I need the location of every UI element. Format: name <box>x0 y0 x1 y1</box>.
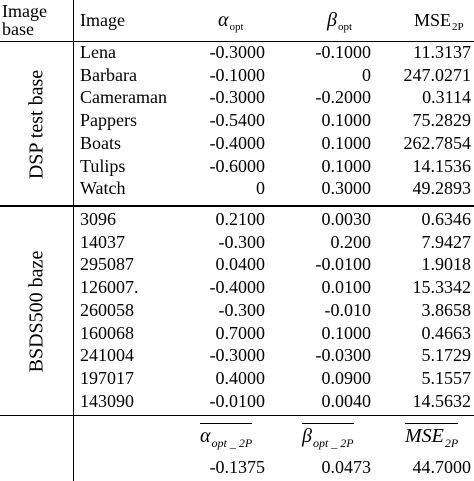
cell-beta: -0.0100 <box>315 254 371 274</box>
cell-image: 14037 <box>80 232 125 252</box>
header-alpha-opt: $\alpha_{opt}$ <box>218 9 244 33</box>
cell-image: Boats <box>80 133 122 153</box>
cell-image: Pappers <box>80 110 137 130</box>
cell-mse: 15.3342 <box>412 277 471 297</box>
cell-mse: 5.1557 <box>421 368 471 388</box>
cell-alpha: -0.1000 <box>209 65 265 85</box>
cell-image: 3096 <box>80 209 116 229</box>
cell-beta: 0.0030 <box>321 209 371 229</box>
summary-alpha-header: $\alpha_{opt \_ 2P}$ <box>200 425 253 450</box>
cell-mse: 11.3137 <box>413 42 471 62</box>
cell-mse: 14.5632 <box>412 391 471 411</box>
cell-alpha: 0.2100 <box>215 209 265 229</box>
cell-mse: 7.9427 <box>421 232 471 252</box>
cell-alpha: -0.5400 <box>209 110 265 130</box>
cell-image: 295087 <box>80 254 134 274</box>
cell-beta: -0.0300 <box>315 345 371 365</box>
cell-alpha: -0.3000 <box>209 345 265 365</box>
cell-alpha: 0.4000 <box>215 368 265 388</box>
cell-mse: 0.6346 <box>421 209 471 229</box>
header-mse-2p: $MSE_{2P}$ <box>414 10 464 33</box>
cell-mse: 0.4663 <box>421 323 471 343</box>
cell-image: 241004 <box>80 345 134 365</box>
cell-beta: 0.1000 <box>321 110 371 130</box>
group-divider-rule <box>0 205 474 207</box>
cell-image: Watch <box>80 178 126 198</box>
cell-beta: 0.0040 <box>321 391 371 411</box>
cell-beta: -0.2000 <box>315 87 371 107</box>
cell-alpha: -0.6000 <box>209 156 265 176</box>
cell-alpha: -0.0100 <box>209 391 265 411</box>
summary-beta-value: 0.0473 <box>321 457 371 477</box>
cell-beta: 0.200 <box>330 232 371 252</box>
cell-mse: 14.1536 <box>412 156 471 176</box>
summary-beta-header: $\beta_{opt \_ 2P}$ <box>302 425 354 450</box>
cell-image: Tulips <box>80 156 126 176</box>
cell-beta: 0.1000 <box>321 156 371 176</box>
cell-image: 160068 <box>80 323 134 343</box>
base-column-rule <box>73 0 74 481</box>
header-base-line-2: base <box>2 19 34 39</box>
cell-beta: 0.1000 <box>321 323 371 343</box>
cell-image: Barbara <box>80 65 137 85</box>
cell-alpha: 0 <box>256 178 265 198</box>
cell-image: 260058 <box>80 300 134 320</box>
cell-alpha: -0.300 <box>218 300 265 320</box>
cell-mse: 5.1729 <box>421 345 471 365</box>
header-image: Image <box>80 10 125 30</box>
header-beta-opt: $\beta_{opt}$ <box>327 9 353 33</box>
cell-mse: 247.0271 <box>403 65 471 85</box>
cell-beta: 0.3000 <box>321 178 371 198</box>
cell-mse: 75.2829 <box>412 110 471 130</box>
cell-image: Cameraman <box>80 87 167 107</box>
cell-alpha: -0.4000 <box>209 133 265 153</box>
summary-divider-rule <box>0 415 474 416</box>
cell-beta: 0.0100 <box>321 277 371 297</box>
cell-image: 197017 <box>80 368 134 388</box>
cell-mse: 1.9018 <box>421 254 471 274</box>
cell-beta: -0.010 <box>324 300 371 320</box>
cell-alpha: 0.0400 <box>215 254 265 274</box>
cell-beta: 0.0900 <box>321 368 371 388</box>
cell-alpha: -0.3000 <box>209 87 265 107</box>
cell-image: 143090 <box>80 391 134 411</box>
cell-beta: 0.1000 <box>321 133 371 153</box>
header-base-line-1: Image <box>2 1 47 21</box>
cell-beta: -0.1000 <box>315 42 371 62</box>
group-label-dsp: DSP test base <box>25 69 48 180</box>
summary-mse-value: 44.7000 <box>412 457 471 477</box>
cell-mse: 262.7854 <box>403 133 471 153</box>
cell-mse: 49.2893 <box>412 178 471 198</box>
cell-image: Lena <box>80 42 116 62</box>
summary-mse-header: $MSE_{2P}$ <box>405 425 459 450</box>
cell-mse: 0.3114 <box>422 87 471 107</box>
cell-beta: 0 <box>362 65 371 85</box>
group-label-bsds500: BSDS500 baze <box>25 250 48 373</box>
cell-alpha: -0.4000 <box>209 277 265 297</box>
cell-alpha: -0.3000 <box>209 42 265 62</box>
cell-mse: 3.8658 <box>421 300 471 320</box>
cell-alpha: -0.300 <box>218 232 265 252</box>
summary-alpha-value: -0.1375 <box>209 457 265 477</box>
cell-image: 126007. <box>80 277 139 297</box>
cell-alpha: 0.7000 <box>215 323 265 343</box>
